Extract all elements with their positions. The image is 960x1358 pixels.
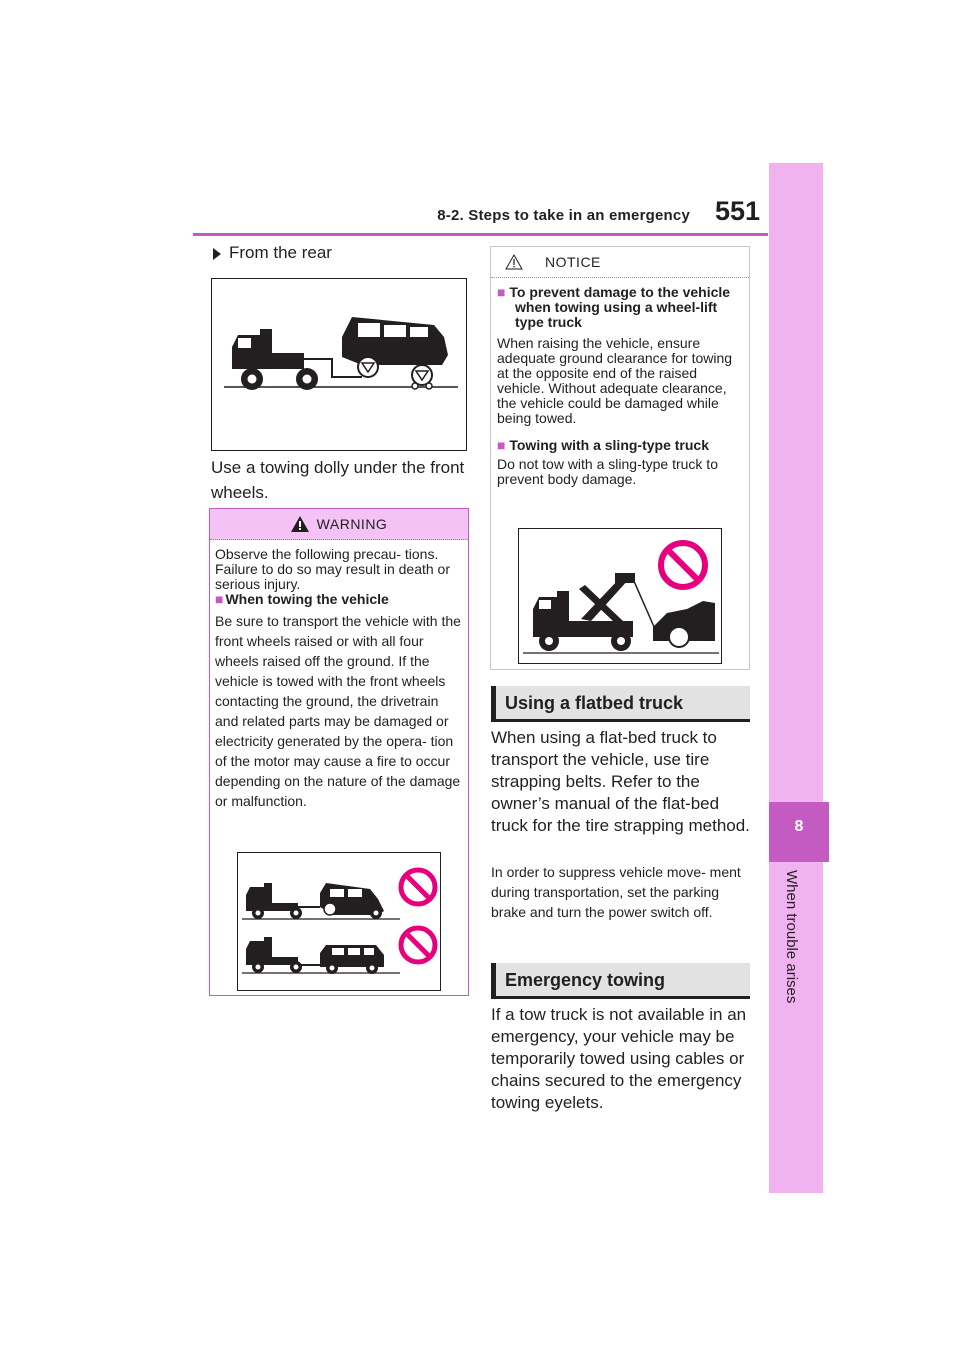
sling-truck-illustration: [518, 528, 722, 664]
chapter-title-text: When trouble arises: [783, 870, 800, 1004]
triangle-bullet-icon: [213, 248, 221, 260]
warning-body: Be sure to transport the vehicle with the front wheels raised or with all four wheels raised off the ground. If the vehicle is towed with the front wheels contacting the ground, the drivetrain and related parts may be damaged or electricity generated by the opera- tion of the motor may cause a fire to occur depending on the nature of the damage or malfunction.: [215, 613, 461, 809]
warning-triangle-icon: [291, 516, 309, 532]
warning-intro: Observe the following precau- tions. Failure to do so may result in death or serious injury.: [215, 546, 451, 592]
notice-header: [491, 247, 749, 278]
heading-bar: [491, 963, 496, 996]
emergency-towing-heading: [491, 963, 750, 999]
notice-text-2: Do not tow with a sling-type truck to prevent body damage.: [497, 456, 718, 487]
towing-dolly-illustration: [211, 278, 467, 451]
bullet-square-icon: ■: [497, 284, 510, 300]
notice-heading-1: [497, 285, 743, 330]
notice-text-1: When raising the vehicle, ensure adequate ground clearance for towing at the opposite end of the raised vehicle. Without adequate clearance, the vehicle could be damaged while being towed.: [497, 335, 733, 426]
warning-title: WARNING: [316, 516, 388, 532]
heading-bar: [491, 686, 496, 719]
flatbed-heading-text: Using a flatbed truck: [505, 693, 684, 713]
emergency-heading-text: Emergency towing: [505, 970, 666, 990]
from-rear-text: From the rear: [229, 243, 332, 262]
emergency-towing-body: If a tow truck is not available in an emergency, your vehicle may be temporarily towed using cables or chains secured to the emergency towing eyelets.: [491, 1005, 747, 1112]
notice-heading-2-text: Towing with a sling-type truck: [509, 437, 709, 453]
from-rear-label: [213, 243, 332, 263]
notice-heading-2: [497, 438, 743, 453]
warning-bullet-heading: [215, 592, 462, 607]
prohibited-tow-icons: [238, 853, 440, 990]
flatbed-body: When using a flat-bed truck to transport the vehicle, use tire strapping belts. Refer to the owner’s manual of the flat-bed truck for the tire strapping method.: [491, 728, 750, 835]
flatbed-note: In order to suppress vehicle move- ment during transportation, set the parking brake and turn the power switch off.: [491, 864, 741, 920]
page-number: 551: [714, 196, 760, 226]
section-title: 8-2. Steps to take in an emergency: [437, 207, 690, 224]
dolly-instruction: Use a towing dolly under the front wheels.: [211, 458, 465, 502]
bullet-square-icon: ■: [215, 591, 224, 607]
sling-truck-prohibited-icon: [519, 529, 721, 663]
notice-heading-1-text: To prevent damage to the vehicle when towing using a wheel-lift type truck: [509, 284, 731, 330]
tow-truck-dolly-icon: [212, 279, 466, 450]
warning-bullet-text: When towing the vehicle: [225, 591, 389, 607]
chapter-title: [760, 870, 800, 1040]
bullet-square-icon: ■: [497, 437, 510, 453]
prohibited-towing-illustration: [237, 852, 441, 991]
notice-triangle-icon: [505, 254, 523, 270]
chapter-number: 8: [769, 802, 829, 862]
header-rule: [193, 233, 768, 236]
flatbed-heading: [491, 686, 750, 722]
warning-header: [210, 509, 468, 540]
notice-title: NOTICE: [545, 254, 601, 270]
